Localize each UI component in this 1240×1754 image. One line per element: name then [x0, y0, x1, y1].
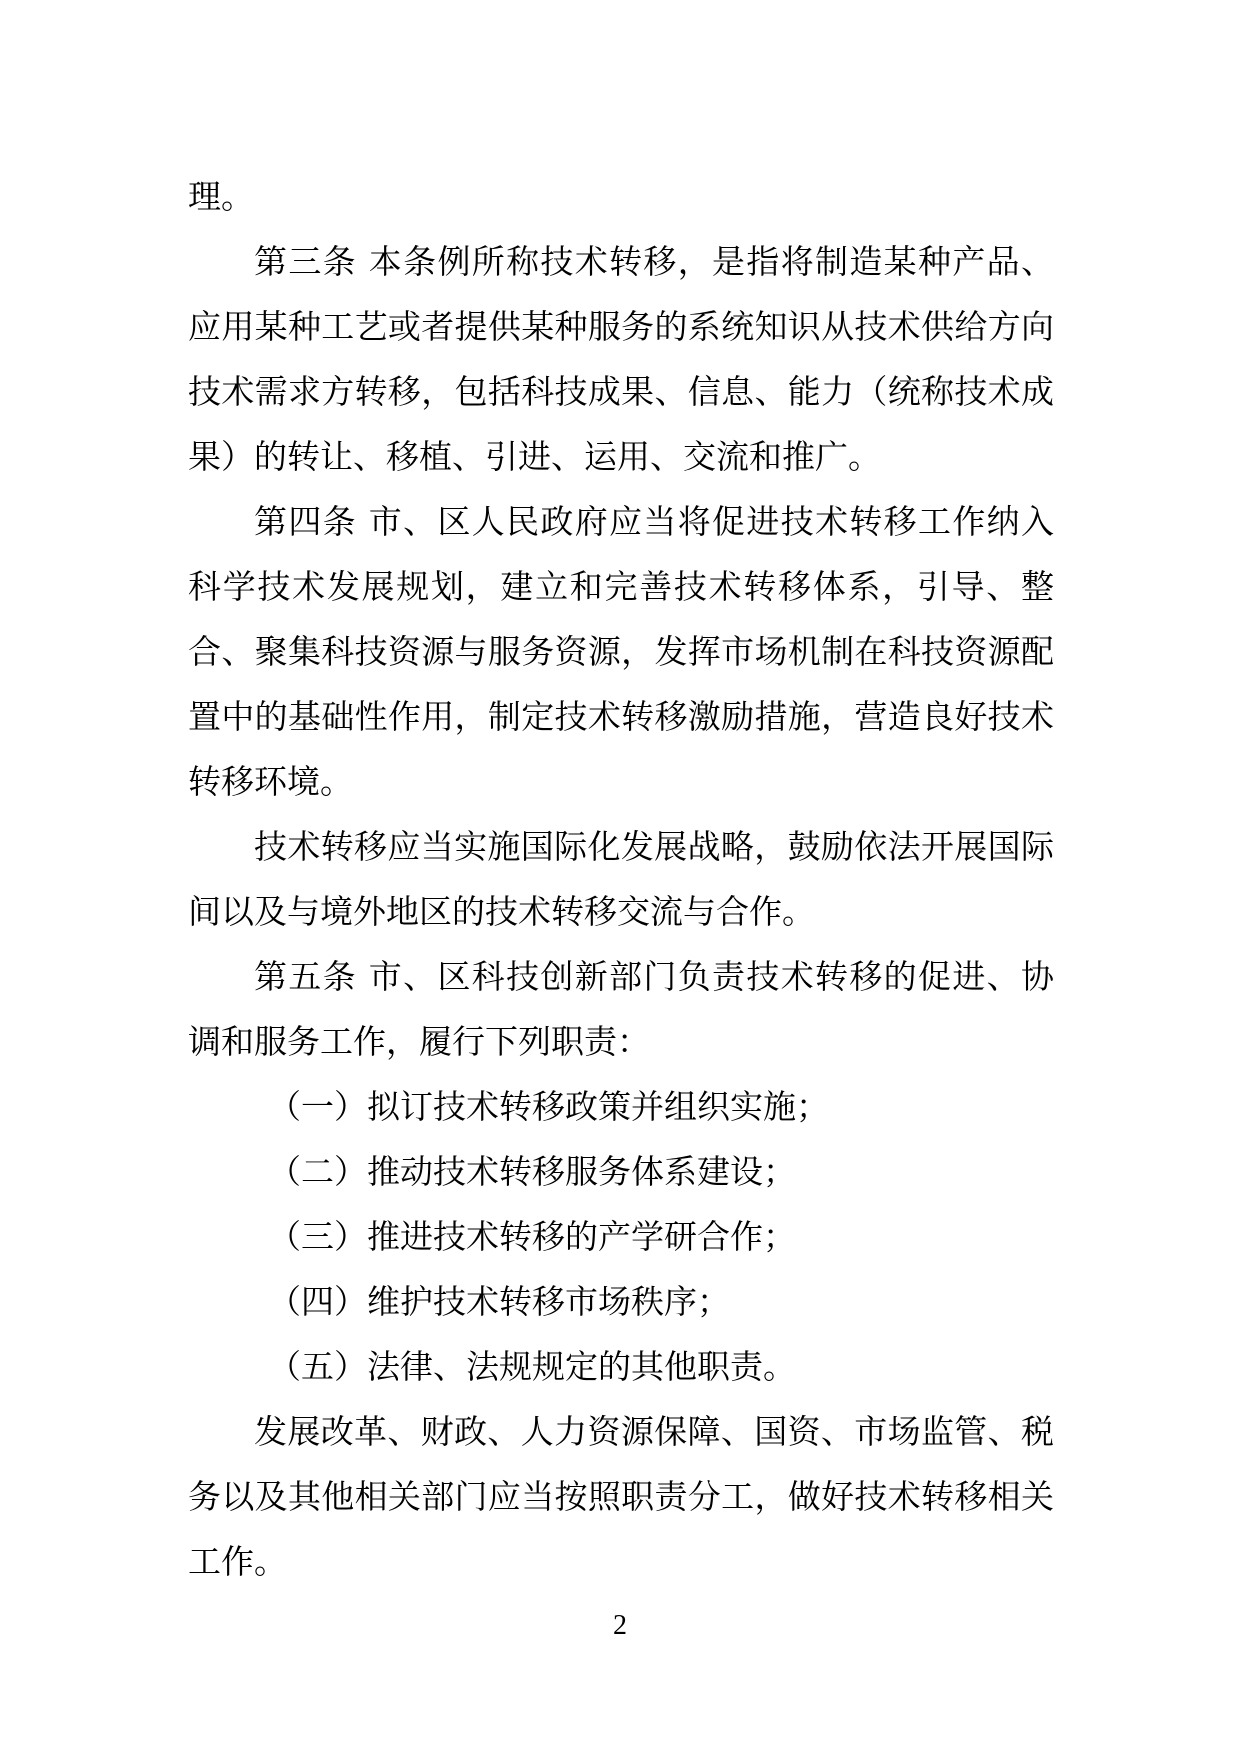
- list-item: （一）拟订技术转移政策并组织实施；: [268, 1087, 829, 1126]
- paragraph-continuation: 理。: [188, 177, 254, 216]
- article-4-second-paragraph: 技术转移应当实施国际化发展战略，鼓励依法开展国际间以及与境外地区的技术转移交流与合作。: [188, 827, 1054, 931]
- closing-paragraph: 发展改革、财政、人力资源保障、国资、市场监管、税务以及其他相关部门应当按照职责分工，做好技术转移相关工作。: [188, 1412, 1054, 1581]
- list-item: （五）法律、法规规定的其他职责。: [268, 1347, 796, 1386]
- list-item: （二）推动技术转移服务体系建设；: [268, 1152, 796, 1191]
- list-item: （四）维护技术转移市场秩序；: [268, 1282, 730, 1321]
- article-5-paragraph: 第五条 市、区科技创新部门负责技术转移的促进、协调和服务工作，履行下列职责：: [188, 957, 1054, 1061]
- page-number: 2: [613, 1610, 627, 1641]
- article-3-paragraph: 第三条 本条例所称技术转移，是指将制造某种产品、应用某种工艺或者提供某种服务的系统知识从技术供给方向技术需求方转移，包括科技成果、信息、能力（统称技术成果）的转让、移植、引进、运用、交流和推广。: [188, 242, 1054, 476]
- article-4-paragraph: 第四条 市、区人民政府应当将促进技术转移工作纳入科学技术发展规划，建立和完善技术转移体系，引导、整合、聚集科技资源与服务资源，发挥市场机制在科技资源配置中的基础性作用，制定技术转移激励措施，营造良好技术转移环境。: [188, 502, 1054, 801]
- document-body: [188, 164, 1054, 1594]
- list-item: （三）推进技术转移的产学研合作；: [268, 1217, 796, 1256]
